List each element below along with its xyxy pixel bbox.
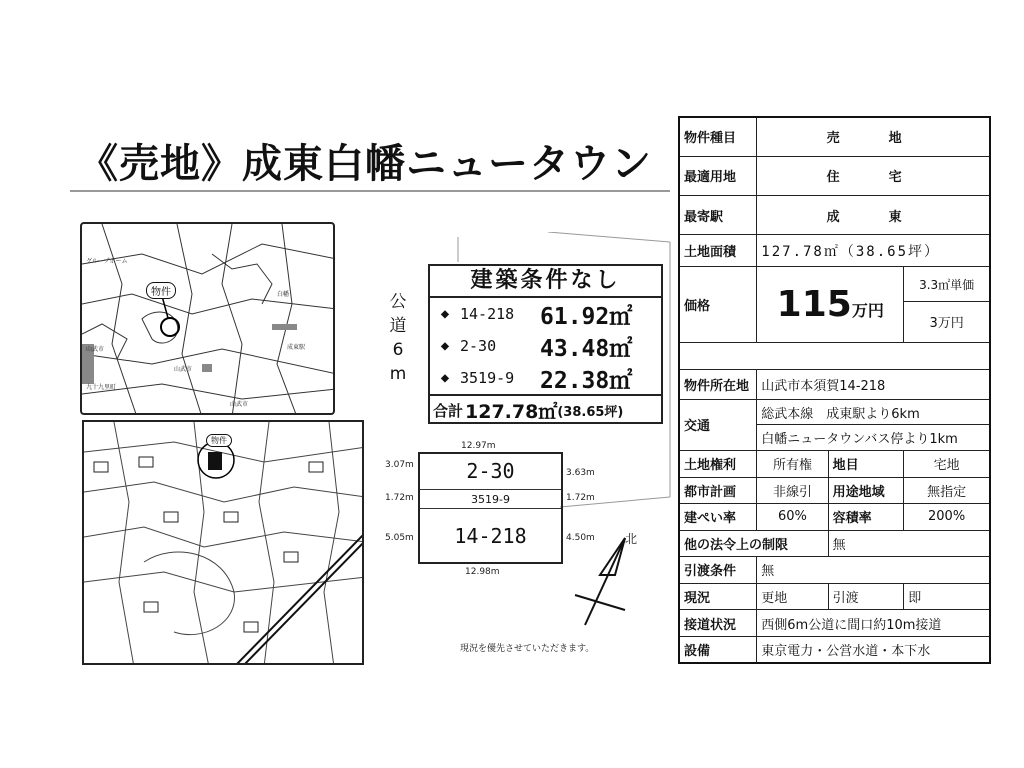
info-row bbox=[679, 117, 990, 156]
road-label-char: 公 bbox=[389, 292, 407, 312]
lot-cell: 14-218 bbox=[454, 524, 527, 548]
road-label-char: 6 bbox=[392, 340, 404, 360]
info-row bbox=[679, 196, 990, 235]
land-category: 宅地 bbox=[904, 450, 990, 477]
info-row bbox=[679, 400, 990, 425]
info-row bbox=[679, 267, 990, 302]
map-area-label: 白幡 bbox=[277, 291, 290, 298]
page-title: 《売地》成東白幡ニュータウン bbox=[78, 141, 652, 187]
map-area-label: 九十九里町 bbox=[86, 384, 117, 391]
diamond-icon: ◆ bbox=[440, 338, 450, 354]
diamond-icon: ◆ bbox=[440, 306, 450, 322]
price-label: 価格 bbox=[679, 267, 757, 342]
detail-map bbox=[82, 420, 364, 665]
map-area-label: 山武市 bbox=[174, 366, 193, 373]
lot-area: 43.48㎡ bbox=[540, 335, 633, 362]
handover-conditions: 無 bbox=[757, 557, 990, 584]
info-row bbox=[679, 583, 990, 610]
title-divider bbox=[70, 190, 670, 192]
location: 山武市本須賀14-218 bbox=[757, 370, 990, 400]
use-zone: 無指定 bbox=[904, 477, 990, 504]
info-label: 接道状況 bbox=[679, 610, 757, 637]
land-rights: 所有権 bbox=[757, 450, 828, 477]
road-label-char: 道 bbox=[389, 316, 407, 336]
dimension-left: 1.72m bbox=[385, 493, 414, 503]
info-label: 土地権利 bbox=[679, 450, 757, 477]
property-marker: 物件 bbox=[206, 434, 232, 447]
info-row bbox=[679, 477, 990, 504]
road-access: 西側6m公道に間口約10m接道 bbox=[757, 610, 990, 637]
area-map-drawing bbox=[82, 224, 335, 415]
info-label: 3.3㎡単価 bbox=[904, 267, 990, 302]
info-label: 地目 bbox=[828, 450, 904, 477]
area-map bbox=[80, 222, 335, 415]
north-label: 北 bbox=[625, 532, 638, 546]
property-info-table bbox=[678, 116, 991, 664]
info-label: 物件所在地 bbox=[679, 370, 757, 400]
land-area: 127.78㎡（38.65坪） bbox=[757, 235, 990, 267]
building-coverage-ratio: 60% bbox=[757, 504, 828, 531]
info-row bbox=[679, 156, 990, 195]
info-label: 容積率 bbox=[828, 504, 904, 531]
info-row bbox=[679, 610, 990, 637]
info-label: 交通 bbox=[679, 400, 757, 451]
current-status: 更地 bbox=[757, 583, 828, 610]
info-label: 物件種目 bbox=[679, 117, 757, 156]
info-label: 最寄駅 bbox=[679, 196, 757, 235]
info-row bbox=[679, 235, 990, 267]
lot-number: 2-30 bbox=[460, 337, 497, 355]
info-label: 都市計画 bbox=[679, 477, 757, 504]
city-planning: 非線引 bbox=[757, 477, 828, 504]
info-label: 建ぺい率 bbox=[679, 504, 757, 531]
info-row bbox=[679, 450, 990, 477]
handover-timing: 即 bbox=[904, 583, 990, 610]
price-number: 115 bbox=[776, 283, 852, 325]
info-label: 現況 bbox=[679, 583, 757, 610]
optimal-use: 住 宅 bbox=[757, 156, 990, 195]
info-label: 引渡 bbox=[828, 583, 904, 610]
lot-cell: 2-30 bbox=[466, 459, 515, 483]
info-label: 土地面積 bbox=[679, 235, 757, 267]
map-area-label: グループホーム bbox=[86, 258, 128, 265]
total-label: 合計 bbox=[433, 401, 464, 420]
detail-map-drawing bbox=[84, 422, 364, 665]
lot-number: 3519-9 bbox=[460, 369, 515, 387]
lot-diagram bbox=[418, 452, 563, 564]
road-label-char: m bbox=[389, 364, 407, 384]
property-type: 売 地 bbox=[757, 117, 990, 156]
dimension-top: 12.97m bbox=[461, 441, 496, 451]
lot-area: 61.92㎡ bbox=[540, 303, 633, 330]
info-row bbox=[679, 370, 990, 400]
info-row bbox=[679, 530, 990, 557]
total-tsubo: (38.65坪) bbox=[557, 404, 624, 420]
info-label: 設備 bbox=[679, 636, 757, 663]
utilities: 東京電力・公営水道・本下水 bbox=[757, 636, 990, 663]
map-area-label: 成東駅 bbox=[287, 344, 306, 351]
road-label bbox=[388, 290, 408, 386]
diamond-icon: ◆ bbox=[440, 370, 450, 386]
info-label: 用途地域 bbox=[828, 477, 904, 504]
total-area: 127.78㎡ bbox=[465, 400, 558, 423]
nearest-station: 成 東 bbox=[757, 196, 990, 235]
map-area-label: 山武市 bbox=[86, 346, 105, 353]
lot-area: 22.38㎡ bbox=[540, 367, 633, 394]
dimension-right: 4.50m bbox=[566, 533, 595, 543]
dimension-left: 5.05m bbox=[385, 533, 414, 543]
info-row bbox=[679, 636, 990, 663]
info-label: 最適用地 bbox=[679, 156, 757, 195]
map-area-label: 山武市 bbox=[230, 401, 249, 408]
floor-area-ratio: 200% bbox=[904, 504, 990, 531]
other-restrictions: 無 bbox=[828, 530, 990, 557]
dimension-left: 3.07m bbox=[385, 460, 414, 470]
disclaimer-note: 現況を優先させていただきます。 bbox=[460, 644, 595, 654]
conditions-heading: 建築条件なし bbox=[430, 266, 661, 298]
info-row bbox=[679, 342, 990, 370]
property-marker: 物件 bbox=[146, 282, 176, 299]
dimension-bottom: 12.98m bbox=[465, 567, 500, 577]
unit-price: 3万円 bbox=[904, 302, 990, 342]
price bbox=[757, 267, 904, 342]
transport-line: 白幡ニュータウンバス停より1km bbox=[757, 425, 990, 450]
info-label: 他の法令上の制限 bbox=[679, 530, 828, 557]
lot-number: 14-218 bbox=[460, 305, 515, 323]
info-row bbox=[679, 504, 990, 531]
transport-line: 総武本線 成東駅より6km bbox=[757, 400, 990, 425]
price-unit: 万円 bbox=[851, 300, 884, 320]
dimension-right: 3.63m bbox=[566, 468, 595, 478]
spacer-row bbox=[679, 342, 990, 370]
lot-cell: 3519-9 bbox=[420, 489, 561, 509]
info-label: 引渡条件 bbox=[679, 557, 757, 584]
info-row bbox=[679, 557, 990, 584]
dimension-right: 1.72m bbox=[566, 493, 595, 503]
